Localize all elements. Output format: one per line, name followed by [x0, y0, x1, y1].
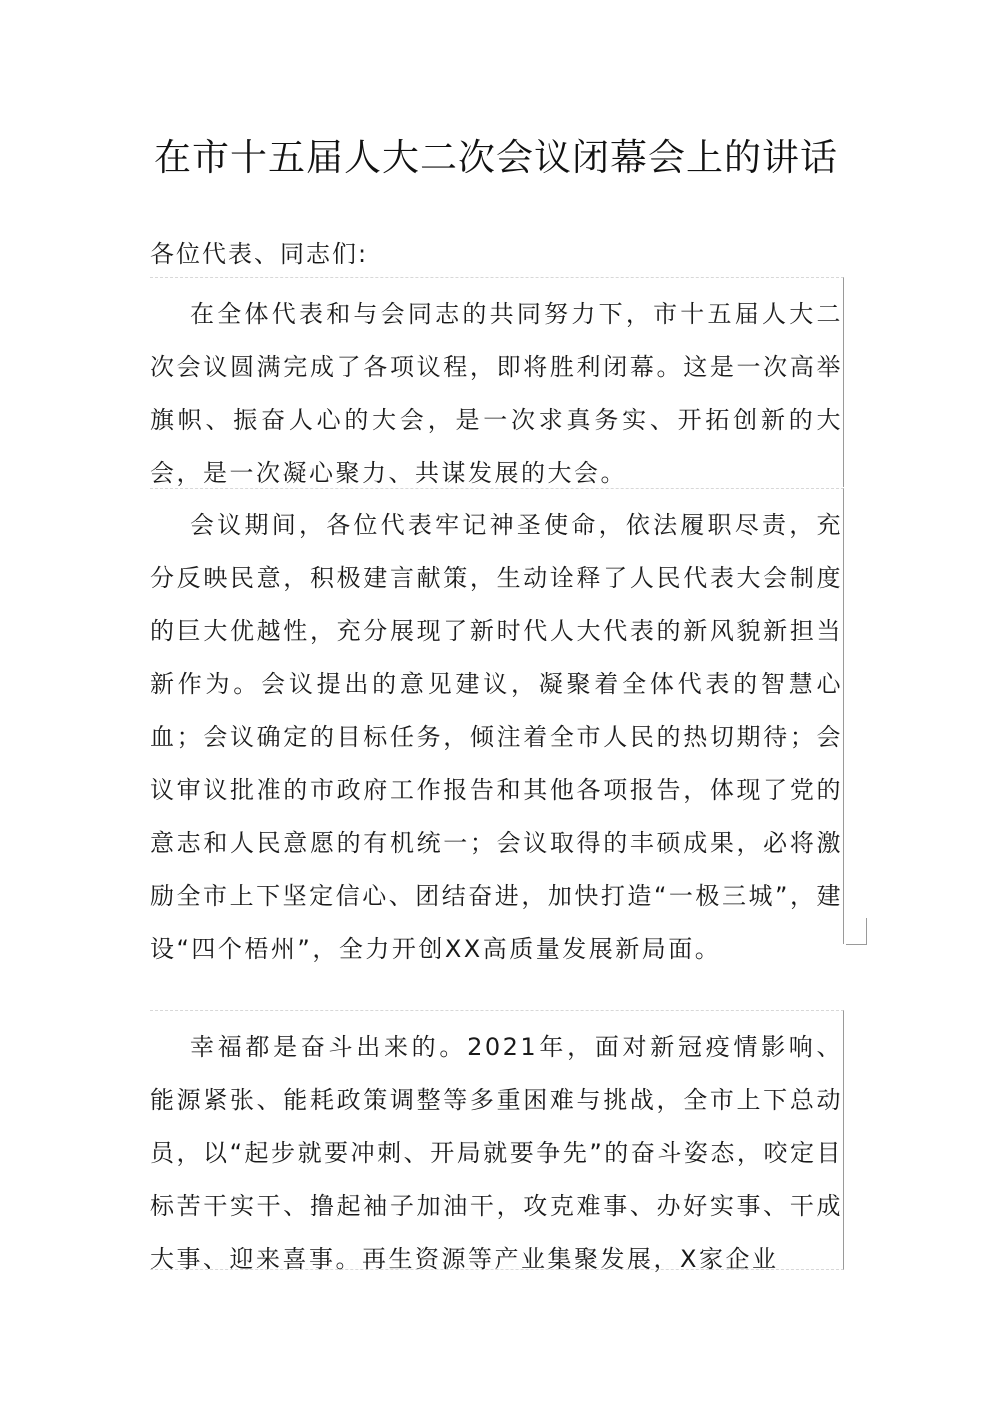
- paragraph-3: 幸福都是奋斗出来的。2021年，面对新冠疫情影响、能源紧张、能耗政策调整等多重困难与挑战，全市上下总动员，以“起步就要冲刺、开局就要争先”的奋斗姿态，咬定目标苦干实干、撸起袖子加油干，攻克难事、办好实事、干成大事、迎来喜事。再生资源等产业集聚发展，X家企业: [150, 1010, 844, 1270]
- document-title: 在市十五届人大二次会议闭幕会上的讲话: [154, 136, 838, 179]
- paragraph-1: 在全体代表和与会同志的共同努力下，市十五届人大二次会议圆满完成了各项议程，即将胜利闭幕。这是一次高举旗帜、振奋人心的大会，是一次求真务实、开拓创新的大会，是一次凝心聚力、共谋发展的大会。: [150, 277, 844, 487]
- salutation: 各位代表、同志们:: [150, 240, 369, 268]
- paragraph-end-mark: [846, 918, 867, 945]
- paragraph-2: 会议期间，各位代表牢记神圣使命，依法履职尽责，充分反映民意，积极建言献策，生动诠释了人民代表大会制度的巨大优越性，充分展现了新时代人大代表的新风貌新担当新作为。会议提出的意见建议，凝聚着全体代表的智慧心血；会议确定的目标任务，倾注着全市人民的热切期待；会议审议批准的市政府工作报告和其他各项报告，体现了党的意志和人民意愿的有机统一；会议取得的丰硕成果，必将激励全市上下坚定信心、团结奋进，加快打造“一极三城”，建设“四个梧州”，全力开创XX高质量发展新局面。: [150, 488, 844, 944]
